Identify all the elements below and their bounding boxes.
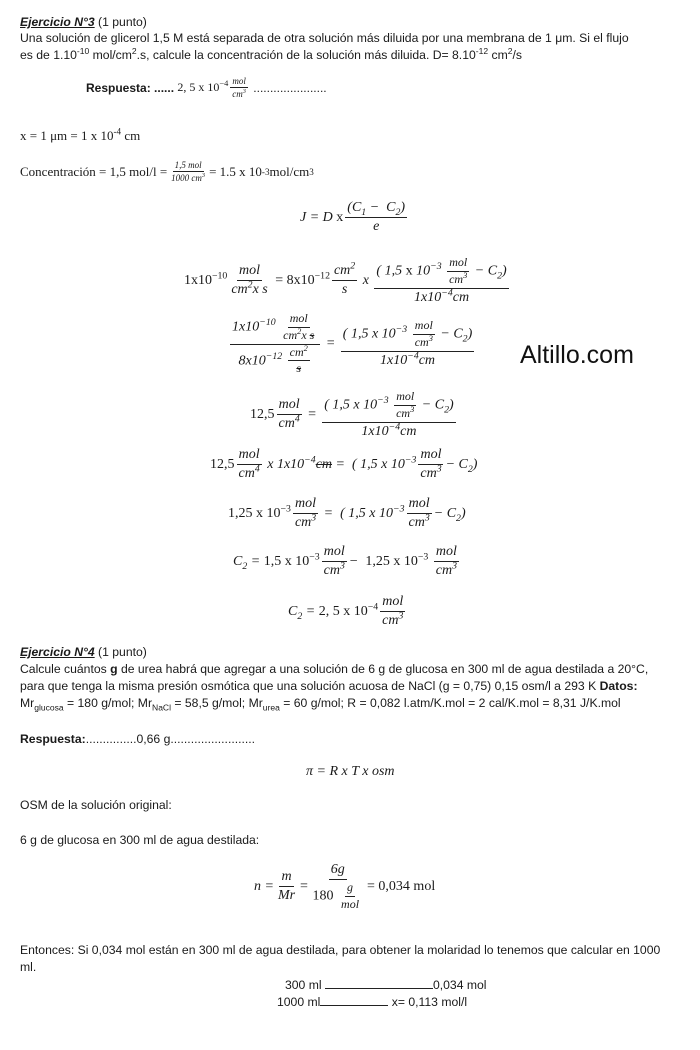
- ex3-x-line: x = 1 μm = 1 x $10^{-4}$ cm: [20, 126, 141, 143]
- ex3-points: (1 punto): [94, 15, 147, 29]
- ex3-answer-unit: $\frac{\text{mol}}{cm^3}$: [232, 76, 246, 100]
- ex3-title-line: [20, 14, 147, 30]
- watermark-logo: Altillo.com: [520, 341, 634, 369]
- ex4-statement-line-2: para que tenga la misma presión osmótica que una solución acuosa de NaCl (g = 0,75) 0,15 osm/l a 293 K Datos:: [20, 679, 638, 693]
- ex4-data-line: $Mr_{glucosa} = 180$ g/mol; $Mr_{NaCl} = 58,5$ g/mol; $Mr_{urea} = 60$ g/mol; R = 0,082 l.atm/K.mol = 2 cal/K.mol = 8,31 J/K.mol: [20, 696, 621, 713]
- ex4-title: Ejercicio N°4: [20, 645, 95, 659]
- blank-line: [325, 977, 433, 989]
- ex4-glucose-text: 6 g de glucosa en 300 ml de agua destilada:: [20, 833, 260, 847]
- ex4-points: (1 punto): [94, 645, 147, 659]
- ex4-osm-text: OSM de la solución original:: [20, 798, 172, 812]
- ex4-then-line-1: Entonces: Si 0,034 mol están en 300 ml de agua destilada, para obtener la molaridad lo tenemos que calcular en 1000: [20, 943, 661, 957]
- eq-moles: n = $\frac{m}{Mr}$ = 6g 180 $\frac{g}{\text{mol}}$ = 0,034 mol: [254, 862, 436, 911]
- ex4-statement-line-1: Calcule cuántos g de urea habrá que agregar a una solución de 6 g de glucosa en 300 ml de agua destilada a 20°C,: [20, 662, 649, 676]
- ex3-answer-dots: ......................: [253, 80, 327, 95]
- eq-flux-law: J = D x $\frac{(C_1 - C_2)}{e}$: [300, 200, 406, 235]
- ex4-then-line-2: ml.: [20, 960, 37, 974]
- rule-of-three-row-1: 300 ml 0,034 mol: [285, 978, 487, 992]
- eq-osmotic-pressure: π = R x T x osm: [306, 764, 395, 779]
- eq-step-7-result: $C_2 = 2$, 5 x $10^{-4}$ $\frac{\text{mol}}{cm^3}$: [288, 594, 404, 629]
- blank-line: [320, 994, 388, 1006]
- eq-step-4: 12,5 $\frac{\text{mol}}{cm^4}$ x $1x10^{-4}cm$ = ( 1,5 x $10^{-3}$ $\frac{\text{mol}}{cm^3}$ − $C_2$): [210, 447, 478, 482]
- eq-step-2: $1x10^{-10}$ $\frac{\text{mol}}{cm^2x s}$ $8x10^{-12}$ $\frac{cm^2}{s}$ = ( 1,5 x $10^{-3}$ $\frac{\text{mol}}{cm^3}$ − $C_2$) $1x10^{-4}cm$: [232, 311, 473, 376]
- ex4-answer: Respuesta:...............0,66 g.........................: [20, 732, 256, 746]
- ex3-answer-value: 2, 5 x $10^{-4}$: [177, 79, 229, 95]
- eq-step-6: $C_2 = 1,5$ x $10^{-3}$ $\frac{\text{mol}}{cm^3}$ − 1,25 x $10^{-3}$ $\frac{\text{mol}}{cm^3}$: [233, 544, 457, 579]
- ex3-answer: [86, 76, 327, 100]
- ex4-title-line: [20, 644, 147, 660]
- ex3-title: Ejercicio N°3: [20, 15, 95, 29]
- ex3-statement-line-1: Una solución de glicerol 1,5 M está separada de otra solución más diluida por una membrana de 1 μm. Si el flujo: [20, 31, 629, 45]
- eq-step-3: 12,5 $\frac{\text{mol}}{cm^4}$ = ( 1,5 x $10^{-3}$ $\frac{\text{mol}}{cm^3}$ − $C_2$) $1x10^{-4}cm$: [250, 389, 454, 439]
- ex3-statement-line-2: es de $1.10^{-10}$ mol/$cm^2.s$, calcule la concentración de la solución más diluida. $D= 8.10^{-12}$ $cm^2/s$: [20, 45, 522, 62]
- ex3-concentration-fraction: $\frac{\text{1,5 mol}}{1000 cm^3}$: [171, 160, 206, 184]
- ex3-answer-label: Respuesta: ......: [86, 80, 175, 95]
- eq-step-1: $1x10^{-10}$ $\frac{\text{mol}}{cm^2x s}$ = $8x10^{-12}$ $\frac{cm^2}{s}$ x ( 1,5 x $10^{-3}$ $\frac{\text{mol}}{cm^3}$ − $C_2$) $1x10^{-4}cm$: [184, 255, 507, 305]
- rule-of-three-row-2: 1000 ml x= 0,113 mol/l: [277, 995, 468, 1009]
- eq-step-5: 1,25 x $10^{-3}$ $\frac{\text{mol}}{cm^3}$ = ( 1,5 x $10^{-3}$ $\frac{\text{mol}}{cm^3}$ − $C_2$): [228, 496, 466, 531]
- ex3-concentration-line: Concentración = 1,5 mol/l = $\frac{\text{1,5 mol}}{1000 cm^3}$ = 1.5 x 10 -3 mol/cm 3: [20, 160, 314, 184]
